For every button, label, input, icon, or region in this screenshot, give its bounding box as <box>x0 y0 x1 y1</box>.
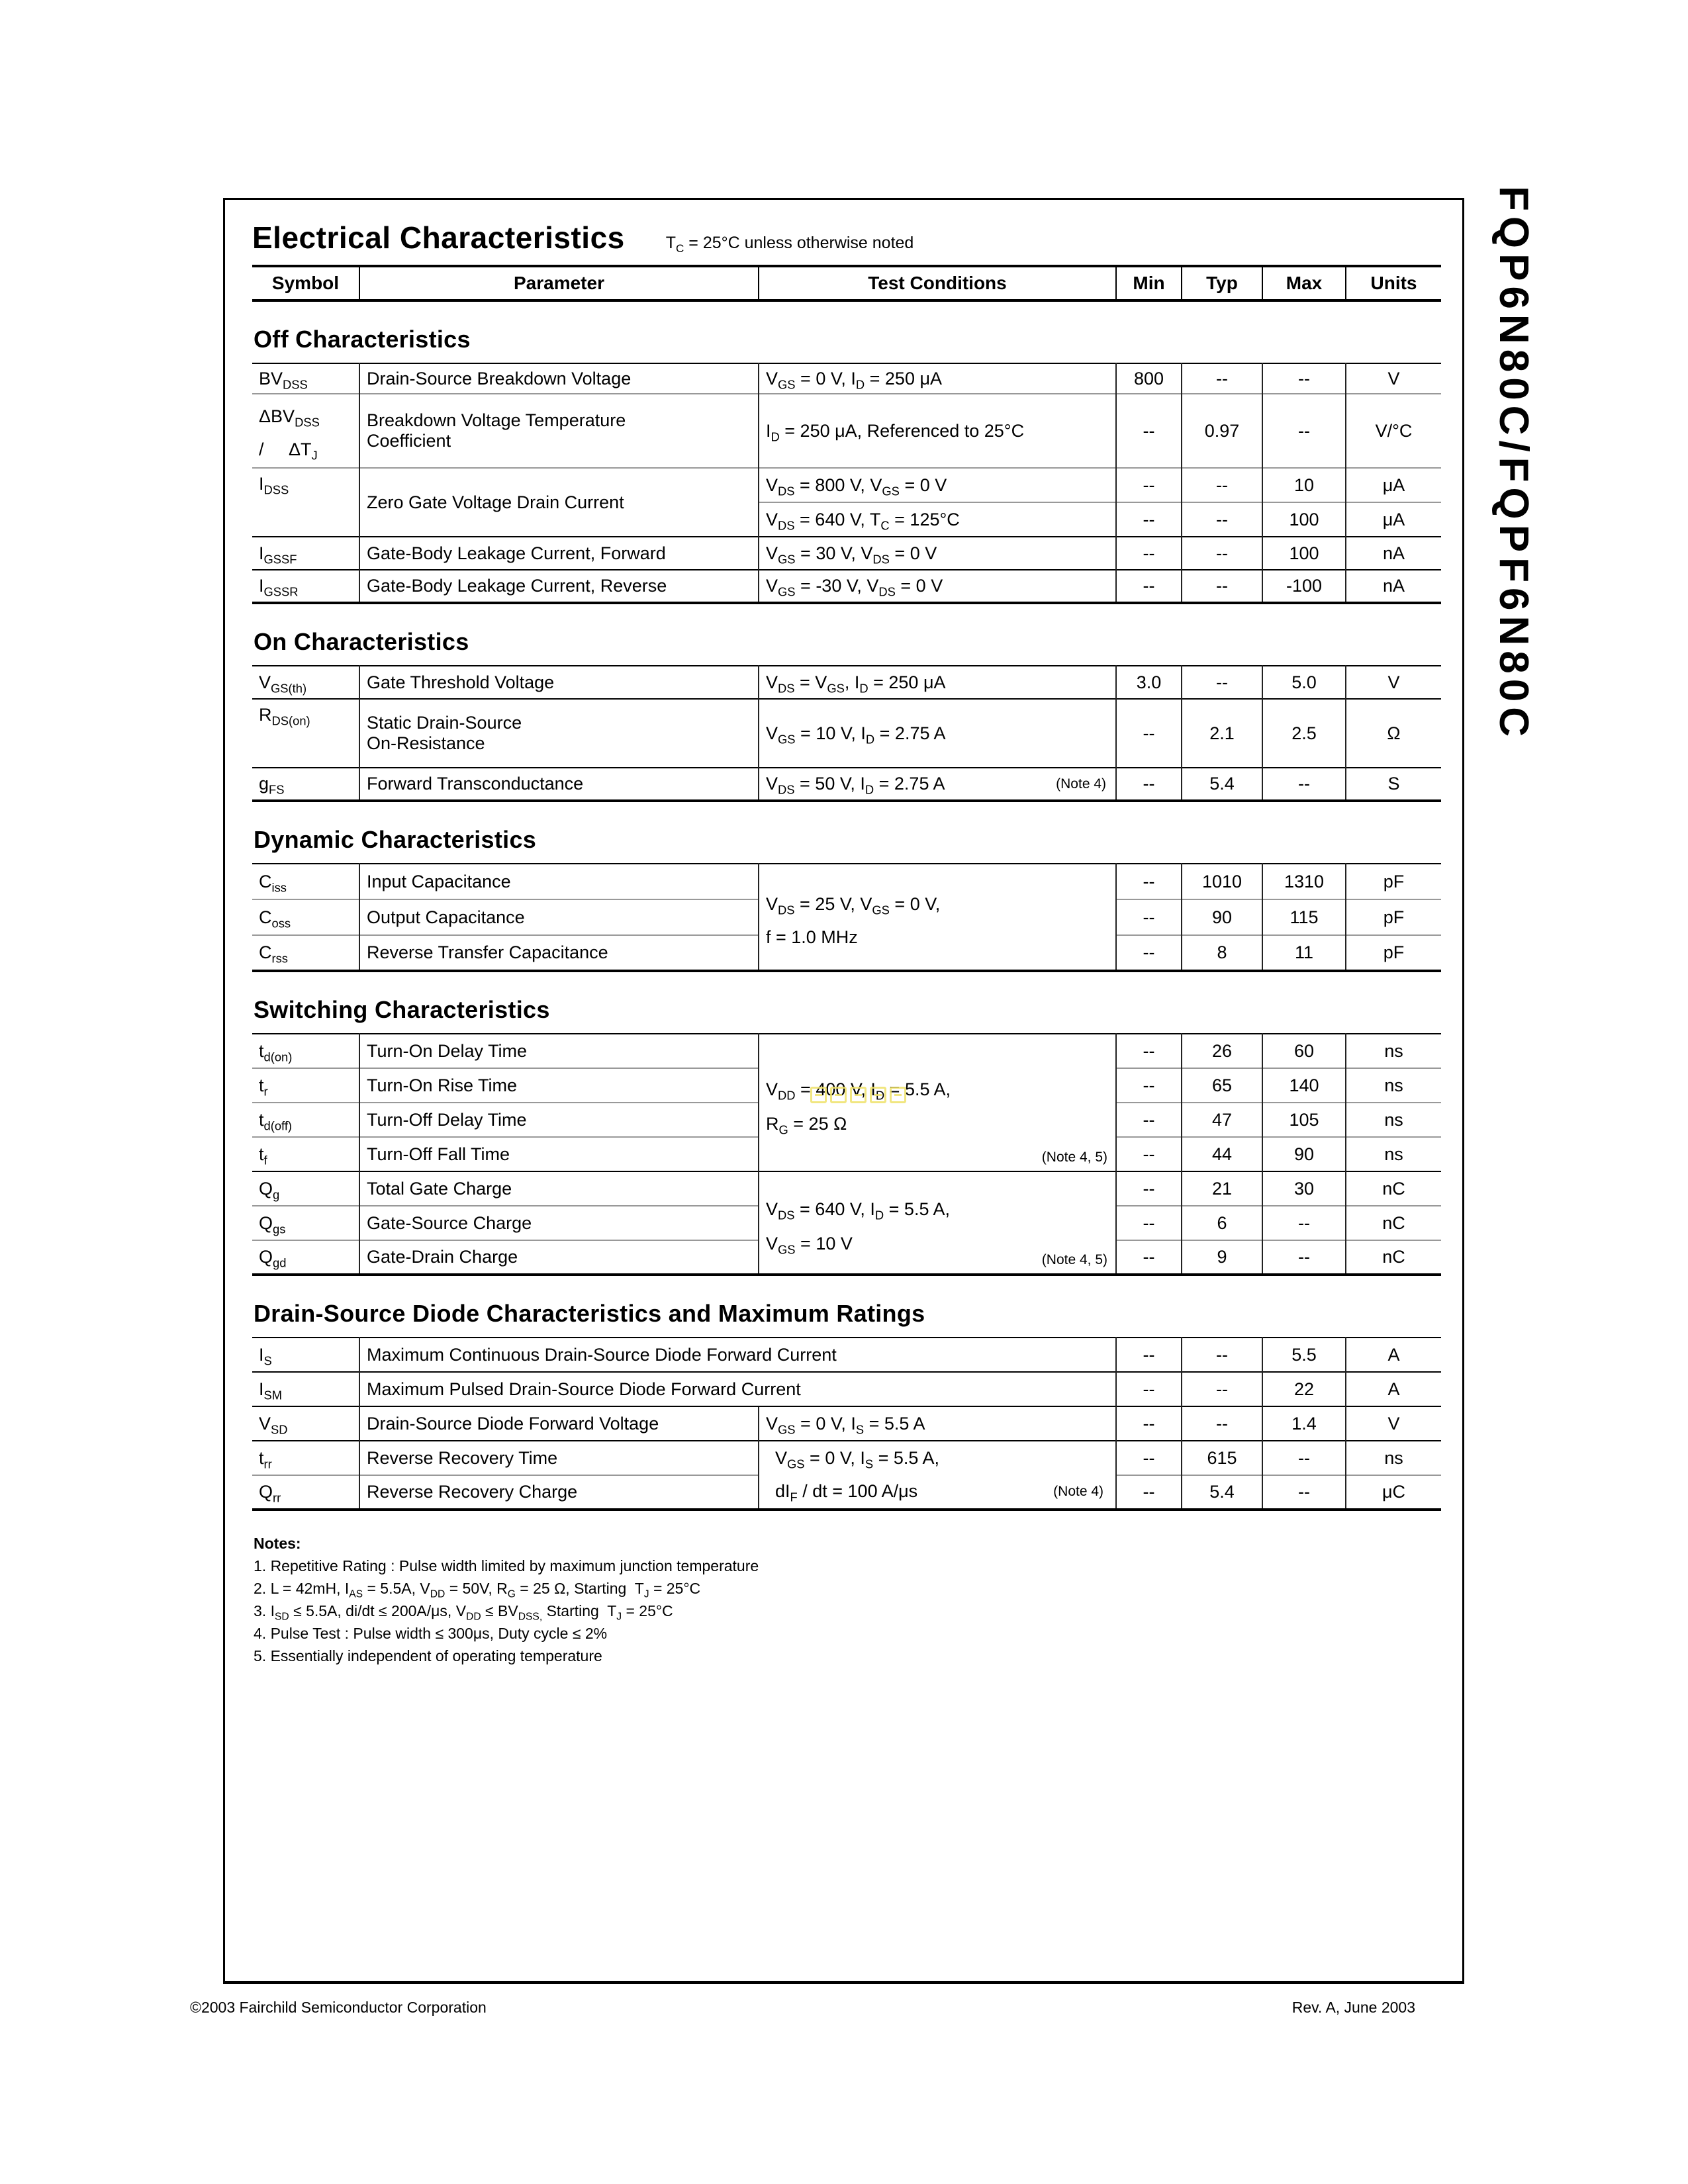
units-cell: V/°C <box>1346 394 1441 468</box>
units-cell: nC <box>1346 1206 1441 1240</box>
value-cell: -- <box>1262 1206 1346 1240</box>
symbol-cell: $I_{SM}$ <box>252 1372 359 1406</box>
section-heading: On Characteristics <box>254 628 469 655</box>
value-cell: 5.4 <box>1182 768 1262 801</box>
watermark-glyph <box>850 1087 867 1103</box>
value-cell: 105 <box>1262 1103 1346 1137</box>
watermark-glyph <box>870 1087 886 1103</box>
header-parameter: Parameter <box>359 266 759 300</box>
units-cell: V <box>1346 666 1441 699</box>
value-cell: -- <box>1182 1338 1262 1372</box>
parameter-cell: Drain-Source Diode Forward Voltage <box>359 1406 759 1441</box>
parameter-cell: Zero Gate Voltage Drain Current <box>359 468 759 537</box>
parameter-cell: Forward Transconductance <box>359 768 759 801</box>
symbol-cell: $R_{DS(on)}$ <box>252 699 359 768</box>
table-row <box>252 864 1441 899</box>
parameter-cell: Maximum Continuous Drain-Source Diode Forward Current <box>359 1338 1116 1372</box>
condition-note: (Note 4, 5) <box>1041 1252 1107 1267</box>
conditions-cell: $V_{DS} = 50$ V, $I_D = 2.75$ A (Note 4) <box>759 768 1116 801</box>
value-cell: 115 <box>1262 899 1346 935</box>
header-test-conditions: Test Conditions <box>759 266 1116 300</box>
section-heading: Off Characteristics <box>254 326 471 353</box>
value-cell: 100 <box>1262 502 1346 537</box>
value-cell: 3.0 <box>1116 666 1182 699</box>
value-cell: 90 <box>1182 899 1262 935</box>
symbol-cell: $t_{rr}$ <box>252 1441 359 1475</box>
value-cell: -- <box>1116 864 1182 899</box>
table-row <box>252 666 1441 699</box>
conditions-cell: $V_{DS} = 25$ V, $V_{GS} = 0$ V, f = 1.0 MHz <box>759 864 1116 971</box>
conditions-cell: $V_{DS} = 800$ V, $V_{GS} = 0$ V <box>759 468 1116 502</box>
parameter-cell: Turn-Off Fall Time <box>359 1137 759 1171</box>
symbol-cell: $t_f$ <box>252 1137 359 1171</box>
units-cell: ns <box>1346 1103 1441 1137</box>
note-line: 5. Essentially independent of operating temperature <box>254 1647 602 1664</box>
value-cell: -- <box>1182 363 1262 394</box>
header-symbol: Symbol <box>271 273 340 293</box>
value-cell: 22 <box>1262 1372 1346 1406</box>
conditions-cell: $V_{DD} = 400$ V, $I_D = 5.5$ A, $R_G = 25$ Ω (Note 4, 5) <box>759 1034 1116 1171</box>
value-cell: 21 <box>1182 1171 1262 1206</box>
units-cell: nC <box>1346 1171 1441 1206</box>
conditions-cell: $V_{GS} = 0$ V, $I_S = 5.5$ A <box>759 1406 1116 1441</box>
units-cell: ns <box>1346 1034 1441 1068</box>
section-heading: Dynamic Characteristics <box>254 826 537 853</box>
symbol-cell: $t_{d(off)}$ <box>252 1103 359 1137</box>
note-line: 1. Repetitive Rating : Pulse width limited by maximum junction temperature <box>254 1557 759 1574</box>
title-condition-note: $T_C = 25^\circ C$ unless otherwise noted <box>665 234 914 255</box>
parameter-cell: Breakdown Voltage Temperature Coefficient <box>359 394 759 468</box>
parameter-cell: Reverse Recovery Time <box>359 1441 759 1475</box>
value-cell: -- <box>1182 1372 1262 1406</box>
condition-note: (Note 4, 5) <box>1041 1150 1107 1165</box>
value-cell: -- <box>1262 1240 1346 1275</box>
symbol-cell: $Q_{gs}$ <box>252 1206 359 1240</box>
parameter-cell: Static Drain-Source On-Resistance <box>359 699 759 768</box>
value-cell: 65 <box>1182 1068 1262 1103</box>
parameter-cell: Gate-Body Leakage Current, Forward <box>359 537 759 570</box>
notes <box>254 1532 1437 1667</box>
watermark-glyph <box>890 1087 906 1103</box>
table-row <box>252 1441 1441 1475</box>
parameter-cell: Gate-Source Charge <box>359 1206 759 1240</box>
table-header <box>252 265 1441 302</box>
value-cell: -- <box>1262 768 1346 801</box>
value-cell: -- <box>1116 1068 1182 1103</box>
value-cell: -100 <box>1262 570 1346 603</box>
value-cell: 0.97 <box>1182 394 1262 468</box>
value-cell: 30 <box>1262 1171 1346 1206</box>
parameter-cell: Reverse Recovery Charge <box>359 1475 759 1510</box>
conditions-cell: $V_{GS} = 0$ V, $I_D = 250$ μA <box>759 363 1116 394</box>
units-cell: μA <box>1346 502 1441 537</box>
note-line: 3. $I_{SD} \le 5.5A$, di/dt ≤ 200A/μs, $V_{DD} \le BV_{DSS,}$ Starting $T_J = 25^\circ C$ <box>254 1602 673 1623</box>
units-cell: pF <box>1346 935 1441 971</box>
units-cell: A <box>1346 1338 1441 1372</box>
parameter-cell: Drain-Source Breakdown Voltage <box>359 363 759 394</box>
value-cell: 1310 <box>1262 864 1346 899</box>
value-cell: -- <box>1182 502 1262 537</box>
watermark-glyph <box>830 1087 847 1103</box>
conditions-cell: $V_{GS} = 0$ V, $I_S = 5.5$ A, $dI_F$ / dt = 100 A/μs (Note 4) <box>759 1441 1116 1510</box>
watermark-glyph <box>810 1087 827 1103</box>
parameter-cell: Gate-Body Leakage Current, Reverse <box>359 570 759 603</box>
parameter-cell: Turn-On Rise Time <box>359 1068 759 1103</box>
value-cell: -- <box>1116 1441 1182 1475</box>
footer-copyright: ©2003 Fairchild Semiconductor Corporation <box>190 1999 487 2016</box>
units-cell: ns <box>1346 1137 1441 1171</box>
value-cell: -- <box>1116 394 1182 468</box>
table-row <box>252 468 1441 502</box>
value-cell: 800 <box>1116 363 1182 394</box>
symbol-cell: $Q_{rr}$ <box>252 1475 359 1510</box>
conditions-cell: $V_{GS} = 10$ V, $I_D = 2.75$ A <box>759 699 1116 768</box>
symbol-cell: $Q_g$ <box>252 1171 359 1206</box>
value-cell: -- <box>1116 768 1182 801</box>
parameter-cell: Input Capacitance <box>359 864 759 899</box>
symbol-cell: $C_{oss}$ <box>252 899 359 935</box>
value-cell: -- <box>1262 1441 1346 1475</box>
section-table <box>252 363 1441 604</box>
value-cell: 5.4 <box>1182 1475 1262 1510</box>
table-row <box>252 537 1441 570</box>
value-cell: -- <box>1116 1034 1182 1068</box>
value-cell: 2.1 <box>1182 699 1262 768</box>
value-cell: 47 <box>1182 1103 1262 1137</box>
value-cell: 10 <box>1262 468 1346 502</box>
units-cell: pF <box>1346 899 1441 935</box>
parameter-cell: Total Gate Charge <box>359 1171 759 1206</box>
units-cell: V <box>1346 363 1441 394</box>
section-table <box>252 665 1441 802</box>
units-cell: ns <box>1346 1441 1441 1475</box>
parameter-cell: Turn-On Delay Time <box>359 1034 759 1068</box>
notes-title: Notes: <box>254 1535 301 1552</box>
symbol-cell: $C_{iss}$ <box>259 871 287 894</box>
table-row <box>252 570 1441 603</box>
value-cell: -- <box>1182 537 1262 570</box>
conditions-cell: $V_{GS} = -30$ V, $V_{DS} = 0$ V <box>759 570 1116 603</box>
value-cell: 60 <box>1262 1034 1346 1068</box>
symbol-cell: $V_{SD}$ <box>252 1406 359 1441</box>
conditions-cell: $V_{DS} = V_{GS}$, $I_D = 250$ μA <box>759 666 1116 699</box>
value-cell: -- <box>1116 468 1182 502</box>
symbol-cell: $V_{GS(th)}$ <box>259 672 307 695</box>
table-row <box>252 1406 1441 1441</box>
value-cell: 44 <box>1182 1137 1262 1171</box>
units-cell: S <box>1346 768 1441 801</box>
value-cell: -- <box>1182 570 1262 603</box>
units-cell: V <box>1346 1406 1441 1441</box>
units-cell: A <box>1346 1372 1441 1406</box>
value-cell: -- <box>1182 1406 1262 1441</box>
table-row <box>252 1338 1441 1372</box>
table-row <box>252 363 1441 394</box>
symbol-cell: $I_{GSSR}$ <box>252 570 359 603</box>
parameter-cell: Reverse Transfer Capacitance <box>359 935 759 971</box>
table-row <box>252 1034 1441 1068</box>
value-cell: 615 <box>1182 1441 1262 1475</box>
value-cell: 5.5 <box>1262 1338 1346 1372</box>
note-line: 4. Pulse Test : Pulse width ≤ 300μs, Duty cycle ≤ 2% <box>254 1625 608 1642</box>
value-cell: -- <box>1116 1206 1182 1240</box>
value-cell: -- <box>1116 935 1182 971</box>
page-title: Electrical Characteristics <box>252 220 625 255</box>
table-row <box>252 394 1441 468</box>
table-row <box>252 1171 1441 1206</box>
section-heading: Switching Characteristics <box>254 996 550 1023</box>
section-table <box>252 1337 1441 1511</box>
value-cell: -- <box>1116 502 1182 537</box>
table-row <box>252 1372 1441 1406</box>
conditions-cell: $V_{DS} = 640$ V, $T_C = 125^\circ C$ <box>759 502 1116 537</box>
value-cell: 1010 <box>1182 864 1262 899</box>
sections-container <box>252 326 1437 1511</box>
parameter-cell: Turn-Off Delay Time <box>359 1103 759 1137</box>
table-row <box>252 699 1441 768</box>
table-row <box>252 768 1441 801</box>
value-cell: 8 <box>1182 935 1262 971</box>
value-cell: -- <box>1262 394 1346 468</box>
value-cell: 100 <box>1262 537 1346 570</box>
parameter-cell: Maximum Pulsed Drain-Source Diode Forward Current <box>359 1372 1116 1406</box>
symbol-cell: $I_{GSSF}$ <box>252 537 359 570</box>
value-cell: -- <box>1116 699 1182 768</box>
value-cell: -- <box>1116 1338 1182 1372</box>
value-cell: -- <box>1116 1137 1182 1171</box>
value-cell: -- <box>1116 1103 1182 1137</box>
symbol-cell: $I_S$ <box>259 1344 272 1367</box>
symbol-cell: $I_{DSS}$ <box>252 468 359 537</box>
conditions-cell: $V_{DS} = 640$ V, $I_D = 5.5$ A, $V_{GS} = 10$ V (Note 4, 5) <box>759 1171 1116 1275</box>
scan-watermark <box>810 1087 906 1103</box>
symbol-cell: $Q_{gd}$ <box>252 1240 359 1275</box>
units-cell: pF <box>1346 864 1441 899</box>
value-cell: 140 <box>1262 1068 1346 1103</box>
value-cell: -- <box>1116 1475 1182 1510</box>
units-cell: Ω <box>1346 699 1441 768</box>
value-cell: 90 <box>1262 1137 1346 1171</box>
header-typ: Typ <box>1182 266 1262 300</box>
value-cell: -- <box>1116 899 1182 935</box>
value-cell: -- <box>1182 468 1262 502</box>
units-cell: nA <box>1346 537 1441 570</box>
value-cell: -- <box>1262 1475 1346 1510</box>
conditions-cell: $I_D = 250$ μA, Referenced to 25°C <box>759 394 1116 468</box>
symbol-cell: $t_r$ <box>252 1068 359 1103</box>
section-heading: Drain-Source Diode Characteristics and Maximum Ratings <box>254 1300 925 1327</box>
value-cell: 5.0 <box>1262 666 1346 699</box>
value-cell: -- <box>1116 1240 1182 1275</box>
value-cell: -- <box>1116 1372 1182 1406</box>
value-cell: 6 <box>1182 1206 1262 1240</box>
section-table <box>252 1033 1441 1276</box>
value-cell: -- <box>1262 363 1346 394</box>
units-cell: nC <box>1346 1240 1441 1275</box>
value-cell: 9 <box>1182 1240 1262 1275</box>
value-cell: -- <box>1116 1171 1182 1206</box>
note-lines <box>254 1555 1437 1667</box>
title-row <box>252 220 1437 255</box>
value-cell: -- <box>1116 537 1182 570</box>
footer-revision: Rev. A, June 2003 <box>1291 1999 1415 2016</box>
header-units: Units <box>1346 266 1441 300</box>
units-cell: μA <box>1346 468 1441 502</box>
symbol-cell: $t_{d(on)}$ <box>259 1040 293 1064</box>
parameter-cell: Output Capacitance <box>359 899 759 935</box>
part-number-side-label: FQP6N80C/FQPF6N80C <box>1491 186 1536 742</box>
value-cell: 26 <box>1182 1034 1262 1068</box>
header-min: Min <box>1116 266 1182 300</box>
parameter-cell: Gate-Drain Charge <box>359 1240 759 1275</box>
value-cell: -- <box>1182 666 1262 699</box>
parameter-cell: Gate Threshold Voltage <box>359 666 759 699</box>
units-cell: ns <box>1346 1068 1441 1103</box>
section-table <box>252 863 1441 972</box>
units-cell: nA <box>1346 570 1441 603</box>
header-max: Max <box>1262 266 1346 300</box>
conditions-cell: $V_{GS} = 30$ V, $V_{DS} = 0$ V <box>759 537 1116 570</box>
value-cell: 11 <box>1262 935 1346 971</box>
symbol-cell: $\Delta BV_{DSS}$ / $\Delta T_J$ <box>252 394 359 468</box>
value-cell: -- <box>1116 1406 1182 1441</box>
symbol-cell: $C_{rss}$ <box>252 935 359 971</box>
value-cell: -- <box>1116 570 1182 603</box>
symbol-cell: $BV_{DSS}$ <box>259 368 308 391</box>
value-cell: 2.5 <box>1262 699 1346 768</box>
units-cell: μC <box>1346 1475 1441 1510</box>
note-line: 2. L = 42mH, $I_{AS} = 5.5A$, $V_{DD} = 50V$, $R_G = 25$ Ω, Starting $T_J = 25^\circ C$ <box>254 1580 701 1600</box>
symbol-cell: $g_{FS}$ <box>252 768 359 801</box>
value-cell: 1.4 <box>1262 1406 1346 1441</box>
